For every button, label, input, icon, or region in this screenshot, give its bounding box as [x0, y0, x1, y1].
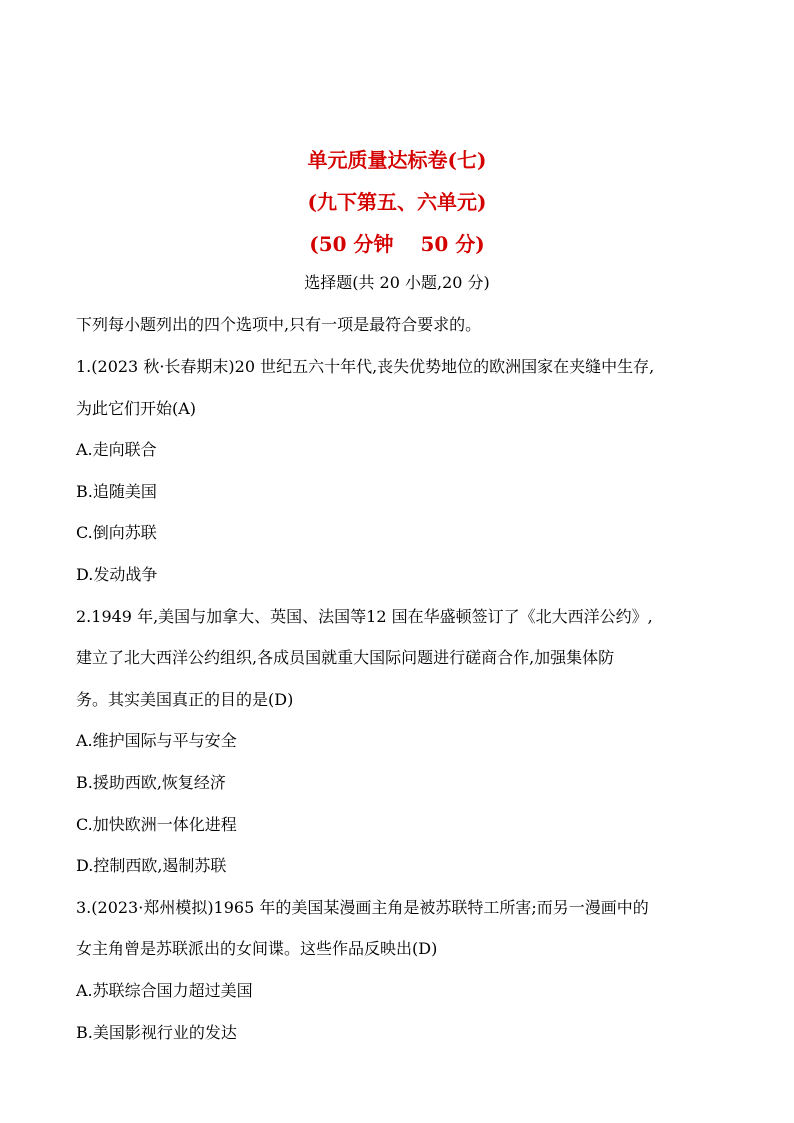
page-subtitle-scope: (九下第五、六单元)	[307, 190, 487, 214]
question-1-option-a: A.走向联合	[76, 440, 157, 459]
question-3-option-b: B.美国影视行业的发达	[76, 1023, 237, 1042]
question-2-option-a: A.维护国际与平与安全	[76, 731, 237, 750]
section-title: 选择题(共 20 小题,20 分)	[304, 273, 490, 292]
question-2-stem-line-1: 2.1949 年,美国与加拿大、英国、法国等12 国在华盛顿签订了《北大西洋公约》,	[76, 607, 653, 626]
question-1-stem-line-1: 1.(2023 秋·长春期末)20 世纪五六十年代,丧失优势地位的欧洲国家在夹缝中生存,	[76, 357, 655, 376]
question-1-option-c: C.倒向苏联	[76, 523, 157, 542]
question-2-stem-line-2: 建立了北大西洋公约组织,各成员国就重大国际问题进行磋商合作,加强集体防	[76, 648, 615, 667]
question-2-stem-line-3: 务。其实美国真正的目的是(D)	[76, 690, 294, 709]
page-title: 单元质量达标卷(七)	[307, 148, 487, 172]
question-3-stem-line-1: 3.(2023·郑州模拟)1965 年的美国某漫画主角是被苏联特工所害;而另一漫画中的	[76, 898, 649, 917]
instruction-text: 下列每小题列出的四个选项中,只有一项是最符合要求的。	[76, 315, 482, 334]
question-3-stem-line-2: 女主角曾是苏联派出的女间谍。这些作品反映出(D)	[76, 939, 438, 958]
question-2-option-c: C.加快欧洲一体化进程	[76, 815, 237, 834]
question-1-option-d: D.发动战争	[76, 565, 158, 584]
question-1-option-b: B.追随美国	[76, 482, 157, 501]
question-1-stem-line-2: 为此它们开始(A)	[76, 399, 197, 418]
question-2-option-b: B.援助西欧,恢复经济	[76, 773, 226, 792]
question-2-option-d: D.控制西欧,遏制苏联	[76, 856, 227, 875]
page-subtitle-time-score: (50 分钟 50 分)	[309, 232, 485, 256]
question-3-option-a: A.苏联综合国力超过美国	[76, 981, 253, 1000]
